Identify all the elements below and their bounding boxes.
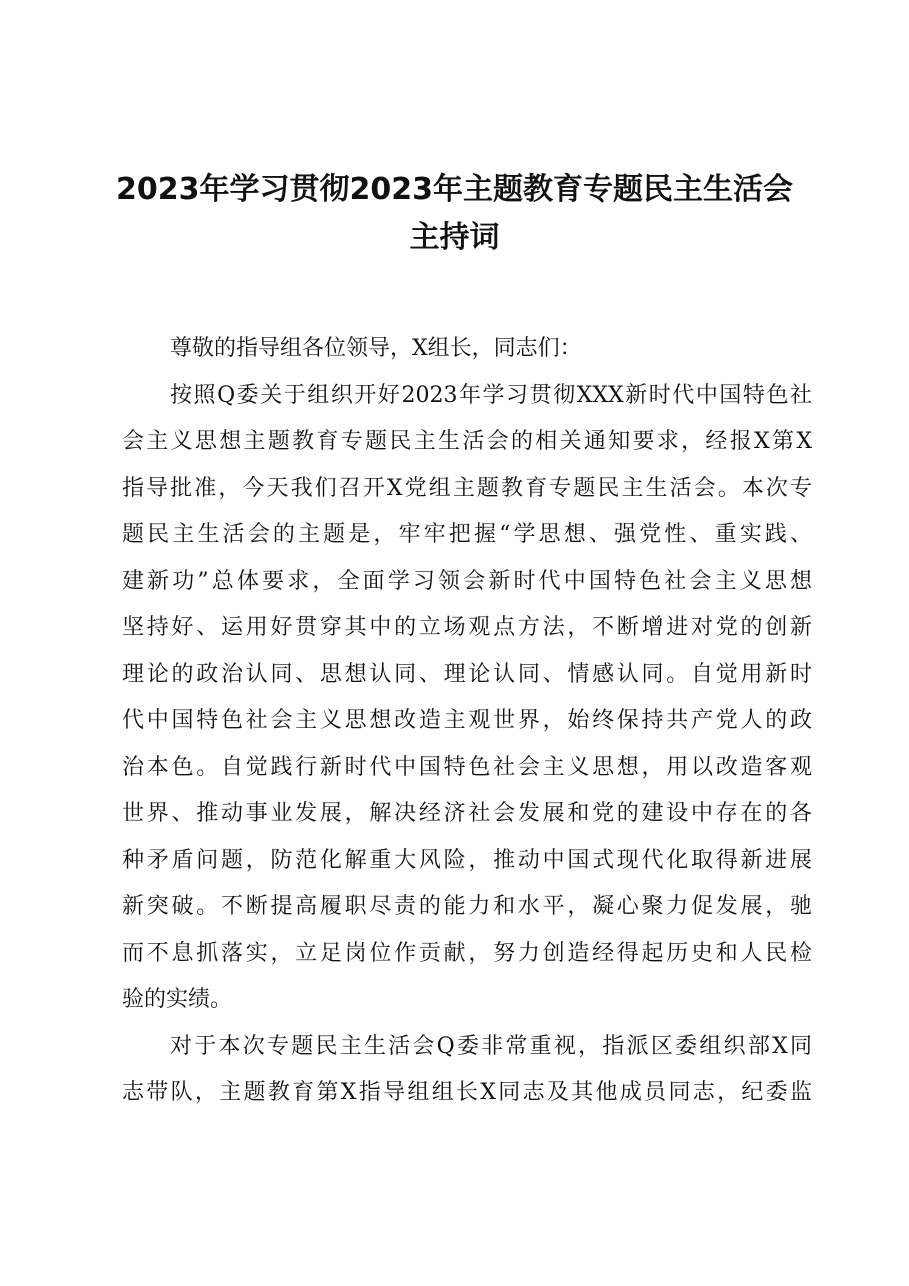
paragraph-2-line: 种矛盾问题，防范化解重大风险，推动中国式现代化取得新进展 [122,847,812,873]
paragraph-2-line: 新突破。不断提高履职尽责的能力和水平，凝心聚力促发展，驰 [122,894,812,919]
document-title [0,166,909,262]
paragraph-2-line: 坚持好、运用好贯穿其中的立场观点方法，不断增进对党的创新 [122,615,812,640]
paragraph-2-line: 治本色。自觉践行新时代中国特色社会主义思想，用以改造客观 [122,754,812,780]
paragraph-2-line: 代中国特色社会主义思想改造主观世界，始终保持共产党人的政 [122,708,812,733]
paragraph-2-line: 而不息抓落实，立足岗位作贡献，努力创造经得起历史和人民检 [122,940,812,966]
title-line-2: 主持词 [409,220,500,255]
paragraph-3-line: 志带队，主题教育第X指导组组长X同志及其他成员同志，纪委监 [122,1080,812,1105]
paragraph-2-line: 按照Q委关于组织开好2023年学习贯彻XXX新时代中国特色社 [170,382,812,408]
title-line-1: 2023年学习贯彻2023年主题教育专题民主生活会 [116,172,793,207]
paragraph-2-line: 题民主生活会的主题是，牢牢把握“学思想、强党性、重实践、 [122,522,812,547]
paragraph-2-line: 验的实绩。 [122,987,233,1012]
paragraph-2-line: 会主义思想主题教育专题民主生活会的相关通知要求，经报X第X [122,429,812,454]
paragraph-2-line: 建新功”总体要求，全面学习领会新时代中国特色社会主义思想 [122,568,812,594]
document-body [122,326,812,1117]
paragraph-3-line: 对于本次专题民主生活会Q委非常重视，指派区委组织部X同 [170,1033,812,1059]
paragraph-2-line: 世界、推动事业发展，解决经济社会发展和党的建设中存在的各 [122,801,812,826]
paragraph-2-line: 理论的政治认同、思想认同、理论认同、情感认同。自觉用新时 [122,661,812,687]
paragraph-2-line: 指导批准，今天我们召开X党组主题教育专题民主生活会。本次专 [122,475,812,501]
salutation-line: 尊敬的指导组各位领导，X组长，同志们： [170,336,582,361]
